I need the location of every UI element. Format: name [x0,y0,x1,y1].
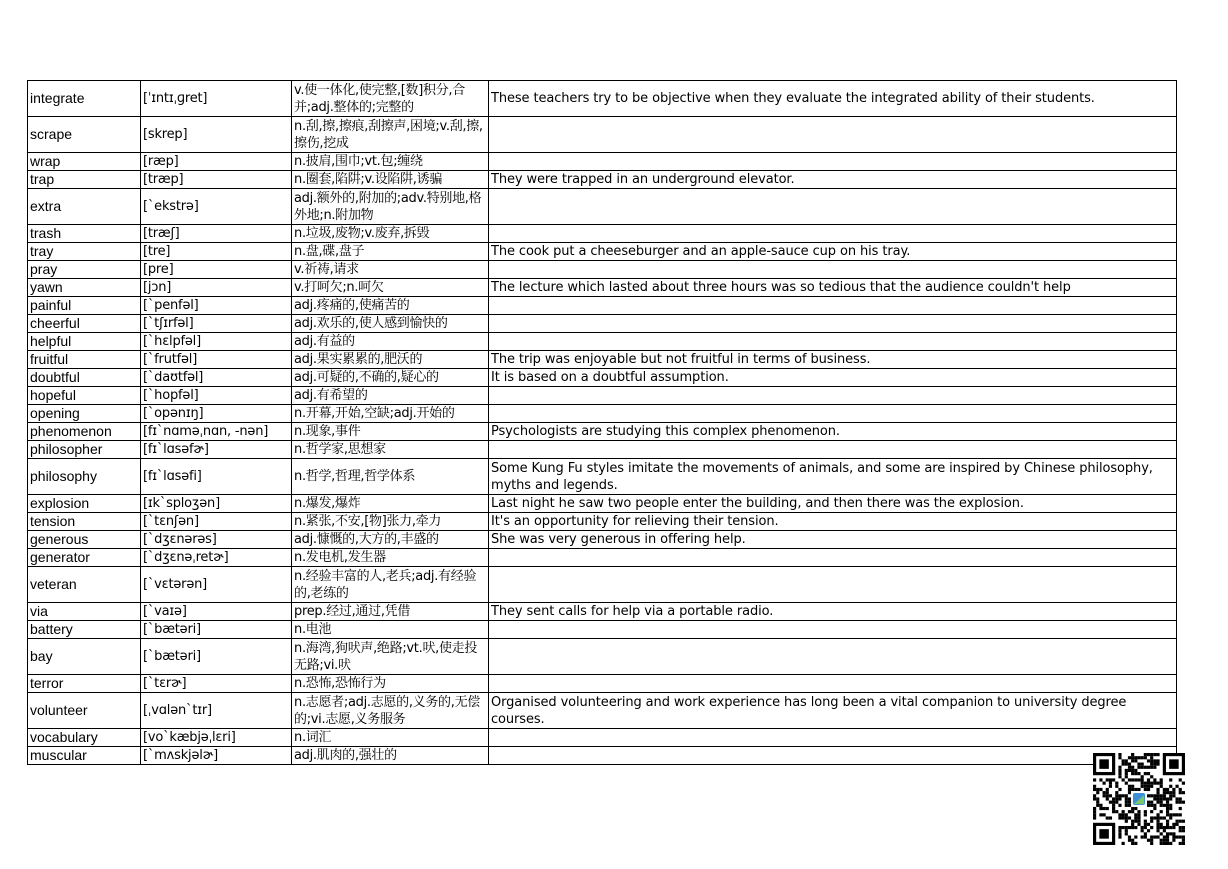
vocab-phonetic: [ˋdaʊtfəl] [141,369,292,387]
vocab-phonetic: [træʃ] [141,225,292,243]
vocab-row [28,405,1177,423]
vocab-word: battery [28,621,141,639]
vocab-example: The cook put a cheeseburger and an apple-sauce cup on his tray. [489,243,1177,261]
vocab-word: integrate [28,81,141,117]
vocab-word: tension [28,513,141,531]
vocab-definition: n.志愿者;adj.志愿的,义务的,无偿的;vi.志愿,义务服务 [292,693,489,729]
vocab-phonetic: [ˋtɛrɚ] [141,675,292,693]
vocab-row [28,441,1177,459]
vocab-word: volunteer [28,693,141,729]
vocab-word: generous [28,531,141,549]
vocab-phonetic: [ˋhopfəl] [141,387,292,405]
vocab-definition: n.现象,事件 [292,423,489,441]
vocab-definition: n.圈套,陷阱;v.设陷阱,诱骗 [292,171,489,189]
vocab-phonetic: [ˋvɛtərən] [141,567,292,603]
vocab-row [28,189,1177,225]
vocab-word: hopeful [28,387,141,405]
vocab-definition: v.使一体化,使完整,[数]积分,合并;adj.整体的;完整的 [292,81,489,117]
vocab-example [489,225,1177,243]
vocab-phonetic: [ˌvɑlənˋtɪr] [141,693,292,729]
vocab-row [28,531,1177,549]
vocab-example: Last night he saw two people enter the building, and then there was the explosion. [489,495,1177,513]
vocab-phonetic: [ˋpenfəl] [141,297,292,315]
vocab-example: They were trapped in an underground elevator. [489,171,1177,189]
vocabulary-table-body [28,81,1177,765]
vocab-example [489,315,1177,333]
qr-code-image [1093,753,1185,845]
vocab-phonetic: [voˋkæbjəˌlɛri] [141,729,292,747]
vocab-row [28,729,1177,747]
vocab-row [28,549,1177,567]
vocab-example [489,747,1177,765]
vocab-definition: n.垃圾,废物;v.废弃,拆毁 [292,225,489,243]
vocab-word: cheerful [28,315,141,333]
vocab-phonetic: [ˋfrutfəl] [141,351,292,369]
vocab-example [489,441,1177,459]
vocab-phonetic: [træp] [141,171,292,189]
vocab-word: painful [28,297,141,315]
vocab-row [28,297,1177,315]
vocab-word: helpful [28,333,141,351]
vocab-row [28,495,1177,513]
vocab-definition: n.开幕,开始,空缺;adj.开始的 [292,405,489,423]
vocab-row [28,567,1177,603]
vocab-row [28,243,1177,261]
vocab-example [489,297,1177,315]
vocab-example: The lecture which lasted about three hours was so tedious that the audience couldn't help [489,279,1177,297]
vocab-phonetic: [jɔn] [141,279,292,297]
vocab-row [28,693,1177,729]
vocab-word: pray [28,261,141,279]
vocab-phonetic: [skrep] [141,117,292,153]
vocab-definition: n.发电机,发生器 [292,549,489,567]
vocab-row [28,423,1177,441]
vocab-definition: v.打呵欠;n.呵欠 [292,279,489,297]
vocab-phonetic: [ˋtʃɪrfəl] [141,315,292,333]
vocab-example: She was very generous in offering help. [489,531,1177,549]
vocab-row [28,117,1177,153]
vocab-definition: n.披肩,围巾;vt.包;缠绕 [292,153,489,171]
vocab-row [28,153,1177,171]
vocab-definition: adj.有益的 [292,333,489,351]
vocab-row [28,747,1177,765]
vocab-definition: adj.疼痛的,使痛苦的 [292,297,489,315]
vocab-example: Organised volunteering and work experience has long been a vital companion to university degree courses. [489,693,1177,729]
vocab-row [28,261,1177,279]
vocab-word: trap [28,171,141,189]
vocab-row [28,369,1177,387]
vocab-row [28,621,1177,639]
vocab-row [28,513,1177,531]
vocab-phonetic: [ˈɪntɪˌɡret] [141,81,292,117]
vocab-phonetic: [ˋhɛlpfəl] [141,333,292,351]
vocab-word: opening [28,405,141,423]
vocab-example: It is based on a doubtful assumption. [489,369,1177,387]
vocab-phonetic: [ˋbætəri] [141,639,292,675]
vocab-row [28,279,1177,297]
qr-code [1093,753,1185,845]
vocab-example [489,621,1177,639]
vocab-row [28,315,1177,333]
vocab-definition: adj.肌肉的,强壮的 [292,747,489,765]
vocab-example [489,333,1177,351]
vocab-definition: n.恐怖,恐怖行为 [292,675,489,693]
vocab-example: These teachers try to be objective when they evaluate the integrated ability of their students. [489,81,1177,117]
vocab-definition: n.爆发,爆炸 [292,495,489,513]
vocab-row [28,351,1177,369]
vocab-definition: n.经验丰富的人,老兵;adj.有经验的,老练的 [292,567,489,603]
vocab-definition: n.词汇 [292,729,489,747]
vocab-word: philosophy [28,459,141,495]
vocab-phonetic: [ˋopənɪŋ] [141,405,292,423]
vocab-row [28,333,1177,351]
vocab-phonetic: [ˋbætəri] [141,621,292,639]
vocab-example [489,261,1177,279]
vocab-example: Psychologists are studying this complex phenomenon. [489,423,1177,441]
vocab-example [489,567,1177,603]
vocab-phonetic: [pre] [141,261,292,279]
vocab-definition: n.电池 [292,621,489,639]
vocab-definition: adj.慷慨的,大方的,丰盛的 [292,531,489,549]
vocab-phonetic: [ˋtɛnʃən] [141,513,292,531]
vocab-example [489,729,1177,747]
vocab-phonetic: [ræp] [141,153,292,171]
vocab-example [489,549,1177,567]
vocab-definition: n.紧张,不安,[物]张力,牵力 [292,513,489,531]
vocab-word: doubtful [28,369,141,387]
vocab-phonetic: [ˋekstrə] [141,189,292,225]
vocab-word: generator [28,549,141,567]
vocab-example: It's an opportunity for relieving their tension. [489,513,1177,531]
vocab-example [489,189,1177,225]
vocab-word: veteran [28,567,141,603]
vocab-phonetic: [ˋdʒɛnəˌretɚ] [141,549,292,567]
vocab-word: vocabulary [28,729,141,747]
vocab-word: yawn [28,279,141,297]
vocab-row [28,459,1177,495]
vocab-example [489,405,1177,423]
vocab-word: via [28,603,141,621]
vocab-phonetic: [tre] [141,243,292,261]
vocab-definition: n.哲学,哲理,哲学体系 [292,459,489,495]
vocab-phonetic: [fɪˋnɑməˌnɑn, -nən] [141,423,292,441]
vocab-example: They sent calls for help via a portable radio. [489,603,1177,621]
vocab-definition: adj.果实累累的,肥沃的 [292,351,489,369]
vocab-example [489,675,1177,693]
vocab-word: phenomenon [28,423,141,441]
vocab-definition: n.盘,碟,盘子 [292,243,489,261]
vocab-row [28,387,1177,405]
vocab-example: The trip was enjoyable but not fruitful in terms of business. [489,351,1177,369]
vocab-example [489,639,1177,675]
vocab-word: wrap [28,153,141,171]
vocabulary-table [27,80,1177,765]
vocab-definition: n.哲学家,思想家 [292,441,489,459]
vocab-phonetic: [ˋvaɪə] [141,603,292,621]
vocab-phonetic: [ˋdʒɛnərəs] [141,531,292,549]
vocab-definition: n.海湾,狗吠声,绝路;vt.吠,使走投无路;vi.吠 [292,639,489,675]
vocab-word: extra [28,189,141,225]
vocab-phonetic: [fɪˋlɑsəfi] [141,459,292,495]
vocab-example [489,153,1177,171]
vocab-row [28,675,1177,693]
vocab-word: tray [28,243,141,261]
vocab-phonetic: [ˋmʌskjəlɚ] [141,747,292,765]
vocab-row [28,225,1177,243]
vocab-definition: prep.经过,通过,凭借 [292,603,489,621]
vocab-phonetic: [fɪˋlɑsəfɚ] [141,441,292,459]
vocab-word: trash [28,225,141,243]
vocab-row [28,81,1177,117]
vocab-row [28,639,1177,675]
vocab-row [28,171,1177,189]
vocab-definition: adj.欢乐的,使人感到愉快的 [292,315,489,333]
vocab-word: terror [28,675,141,693]
vocab-row [28,603,1177,621]
vocab-definition: adj.可疑的,不确的,疑心的 [292,369,489,387]
vocab-word: scrape [28,117,141,153]
vocab-word: explosion [28,495,141,513]
vocab-word: fruitful [28,351,141,369]
vocab-definition: adj.额外的,附加的;adv.特别地,格外地;n.附加物 [292,189,489,225]
vocab-word: bay [28,639,141,675]
vocab-word: philosopher [28,441,141,459]
vocab-example: Some Kung Fu styles imitate the movements of animals, and some are inspired by Chinese philosophy, myths and legends. [489,459,1177,495]
vocab-definition: adj.有希望的 [292,387,489,405]
vocab-word: muscular [28,747,141,765]
vocab-phonetic: [ɪkˋsploʒən] [141,495,292,513]
vocab-example [489,117,1177,153]
vocab-definition: v.祈祷,请求 [292,261,489,279]
vocab-example [489,387,1177,405]
vocab-definition: n.刮,擦,擦痕,刮擦声,困境;v.刮,擦,擦伤,挖成 [292,117,489,153]
